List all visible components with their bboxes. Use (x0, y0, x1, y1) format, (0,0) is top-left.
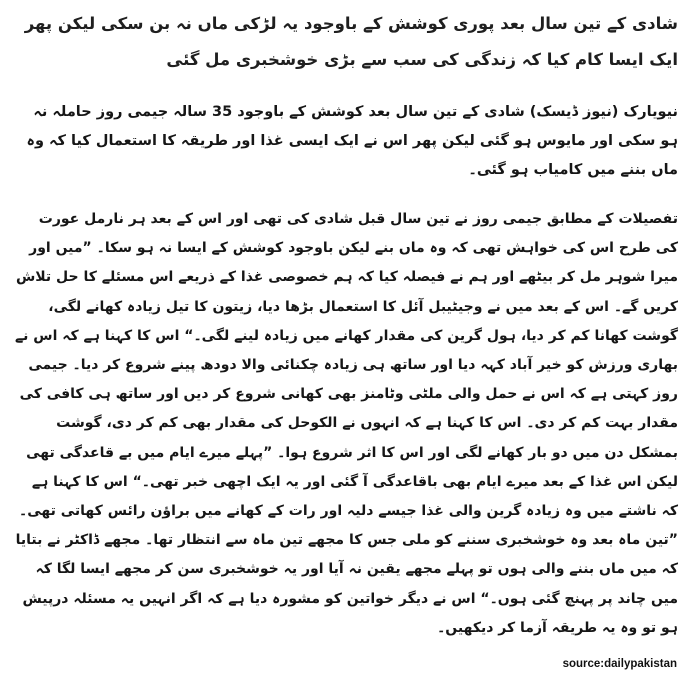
source-credit: source:dailypakistan (562, 658, 677, 670)
article-body: تفصیلات کے مطابق جیمی روز نے تین سال قبل شادی کی تھی اور اس کے بعد ہر نارمل عورت کی طرح اس کی خواہش تھی کہ وہ ماں بنے لیکن باوجود کوشش کے ایسا نہ ہو سکا۔ ”میں اور میرا شوہر مل کر بیٹھے اور ہم نے فیصلہ کیا کہ ہم خصوصی غذا کے ذریعے اس مسئلے کا حل تلاش کریں گے۔ اس کے بعد میں نے وجیٹیبل آئل کا استعمال بڑھا دیا، زیتون کا تیل زیادہ کھانے لگی، گوشت کھانا کم کر دیا، ہول گرین کی مقدار کھانے میں زیادہ لینے لگی۔“ اس کا کہنا ہے کہ اس نے بھاری ورزش کو خیر آباد کہہ دیا اور ساتھ ہی زیادہ چکنائی والا دودھ پینے شروع کر دیا۔ جیمی روز کہتی ہے کہ اس نے حمل والی ملٹی وٹامنز بھی کھانی شروع کر دیں اور ساتھ ہی کافی کی مقدار بہت کم کر دی۔ اس کا کہنا ہے کہ انہوں نے الکوحل کی مقدار بھی کم کر دی، گوشت بمشکل دن میں دو بار کھانے لگی اور اس کا اثر شروع ہوا۔ ”پہلے میرے ایام میں بے قاعدگی تھی لیکن اس غذا کے بعد میرے ایام بھی باقاعدگی آ گئی اور یہ ایک اچھی خبر تھی۔“ اس کا کہنا ہے کہ ناشتے میں وہ زیادہ گرین والی غذا جیسے دلیہ اور رات کے کھانے میں براؤن رائس کھاتی تھی۔ ”تین ماہ بعد وہ خوشخبری سننے کو ملی جس کا مجھے تین ماہ سے انتظار تھا۔ مجھے ڈاکٹر نے بتایا کہ میں ماں بننے والی ہوں تو پہلے مجھے یقین نہ آیا اور یہ خوشخبری سن کر مجھے ایسا لگا کہ میں چاند پر پہنچ گئی ہوں۔“ اس نے دیگر خواتین کو مشورہ دیا ہے کہ اگر انہیں یہ مسئلہ درپیش ہو تو وہ یہ طریقہ آزما کر دیکھیں۔ (14, 211, 678, 636)
article (14, 6, 678, 643)
article-intro: نیویارک (نیوز ڈیسک) شادی کے تین سال بعد کوشش کے باوجود 35 سالہ جیمی روز حاملہ نہ ہو سکی اور مایوس ہو گئی لیکن پھر اس نے ایک ایسی غذا اور طریقہ کا استعمال کیا کہ وہ ماں بننے میں کامیاب ہو گئی۔ (26, 104, 678, 178)
article-headline: شادی کے تین سال بعد پوری کوشش کے باوجود یہ لڑکی ماں نہ بن سکی لیکن پھر ایک ایسا کام کیا کہ زندگی کی سب سے بڑی خوشخبری مل گئی (24, 14, 678, 69)
